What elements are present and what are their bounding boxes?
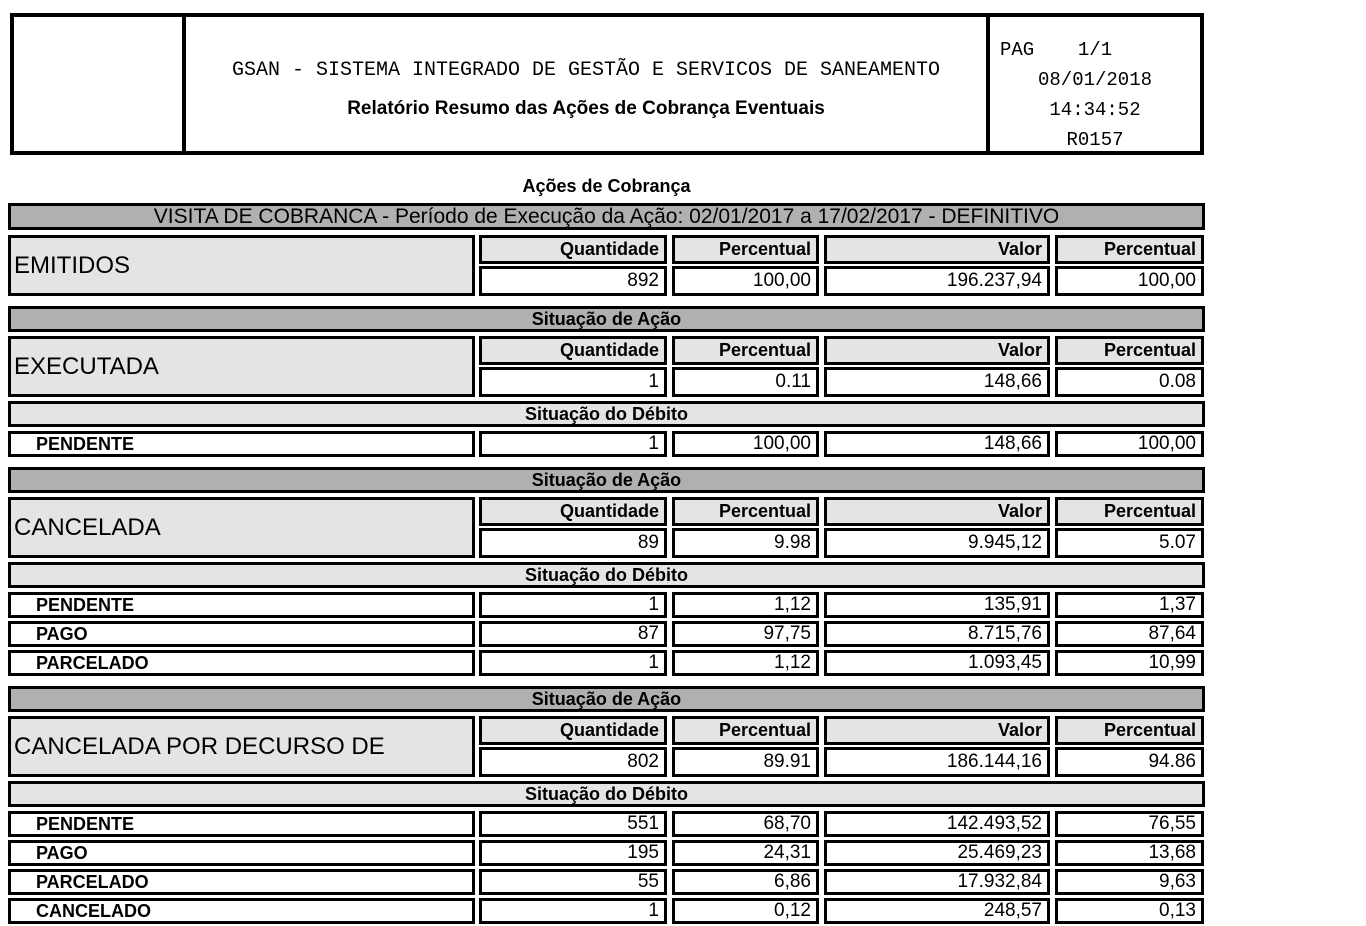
situacao-acao-bar: Situação de Ação [8, 467, 1205, 493]
cell-percentual-valor: 9,63 [1055, 869, 1204, 895]
col-header-percentual: Percentual [672, 235, 819, 264]
report-header [10, 13, 1204, 155]
debit-row-pendente [8, 431, 1205, 457]
col-percentual-valor [1055, 716, 1204, 777]
col-header-percentual: Percentual [672, 336, 819, 365]
section-label: EMITIDOS [8, 235, 475, 296]
debit-label: PENDENTE [8, 592, 475, 618]
logo-box [14, 17, 186, 151]
section-cancelada [8, 497, 1205, 558]
debit-row-parcelado [8, 650, 1205, 676]
debit-label: PAGO [8, 621, 475, 647]
col-header-valor: Valor [824, 235, 1050, 264]
cell-valor: 17.932,84 [824, 869, 1050, 895]
col-valor [824, 235, 1050, 296]
cell-percentual-valor: 87,64 [1055, 621, 1204, 647]
col-valor [824, 336, 1050, 397]
cell-valor: 135,91 [824, 592, 1050, 618]
col-header-percentual-valor: Percentual [1055, 716, 1204, 745]
section-label: EXECUTADA [8, 336, 475, 397]
pag-label: PAG [1000, 39, 1035, 61]
situacao-debito-bar: Situação do Débito [8, 562, 1205, 588]
debit-label: PENDENTE [8, 431, 475, 457]
cell-percentual: 1,12 [672, 592, 819, 618]
col-percentual [672, 336, 819, 397]
report-body [8, 170, 1205, 924]
cell-percentual: 1,12 [672, 650, 819, 676]
cell-quantidade: 802 [479, 747, 667, 777]
situacao-debito-bar: Situação do Débito [8, 401, 1205, 427]
cell-percentual: 24,31 [672, 840, 819, 866]
col-header-quantidade: Quantidade [479, 336, 667, 365]
page-number: 1/1 [1077, 39, 1113, 61]
debit-label: PARCELADO [8, 650, 475, 676]
cell-quantidade: 1 [479, 367, 667, 397]
cell-percentual-valor: 0.08 [1055, 367, 1204, 397]
col-valor [824, 497, 1050, 558]
col-header-percentual: Percentual [672, 716, 819, 745]
page-line [990, 35, 1200, 65]
cell-quantidade: 87 [479, 621, 667, 647]
col-header-quantidade: Quantidade [479, 497, 667, 526]
col-quantidade [479, 716, 667, 777]
actions-title: Ações de Cobrança [522, 176, 691, 196]
col-percentual-valor [1055, 497, 1204, 558]
report-code: R0157 [1066, 129, 1124, 151]
cell-percentual: 68,70 [672, 811, 819, 837]
col-percentual-valor [1055, 336, 1204, 397]
cell-percentual-valor: 13,68 [1055, 840, 1204, 866]
cell-quantidade: 1 [479, 592, 667, 618]
col-valor [824, 716, 1050, 777]
cell-valor: 148,66 [824, 367, 1050, 397]
col-quantidade [479, 235, 667, 296]
section-cancelada-decurso [8, 716, 1205, 777]
report-time: 14:34:52 [1049, 99, 1141, 121]
col-header-quantidade: Quantidade [479, 235, 667, 264]
col-percentual [672, 235, 819, 296]
cell-quantidade: 1 [479, 431, 667, 457]
col-quantidade [479, 497, 667, 558]
header-info-box [990, 17, 1200, 151]
cell-quantidade: 1 [479, 898, 667, 924]
cell-valor: 248,57 [824, 898, 1050, 924]
debit-row-parcelado [8, 869, 1205, 895]
period-bar: VISITA DE COBRANCA - Período de Execução da Ação: 02/01/2017 a 17/02/2017 - DEFINITIVO [8, 203, 1205, 230]
col-header-valor: Valor [824, 336, 1050, 365]
col-percentual [672, 716, 819, 777]
cell-valor: 25.469,23 [824, 840, 1050, 866]
cell-quantidade: 892 [479, 266, 667, 296]
cell-percentual: 97,75 [672, 621, 819, 647]
header-title-block [186, 17, 990, 151]
section-executada [8, 336, 1205, 397]
debit-label: PENDENTE [8, 811, 475, 837]
col-header-valor: Valor [824, 497, 1050, 526]
cell-quantidade: 551 [479, 811, 667, 837]
cell-percentual: 6,86 [672, 869, 819, 895]
col-header-quantidade: Quantidade [479, 716, 667, 745]
debit-label: CANCELADO [8, 898, 475, 924]
cell-quantidade: 1 [479, 650, 667, 676]
debit-label: PAGO [8, 840, 475, 866]
cell-percentual-valor: 5.07 [1055, 528, 1204, 558]
cell-percentual: 100,00 [672, 431, 819, 457]
debit-row-pago [8, 840, 1205, 866]
cell-percentual-valor: 76,55 [1055, 811, 1204, 837]
cell-percentual: 89.91 [672, 747, 819, 777]
cell-percentual: 9.98 [672, 528, 819, 558]
cell-percentual-valor: 0,13 [1055, 898, 1204, 924]
cell-quantidade: 195 [479, 840, 667, 866]
situacao-acao-bar: Situação de Ação [8, 306, 1205, 332]
report-title: Relatório Resumo das Ações de Cobrança Eventuais [347, 97, 825, 119]
cell-valor: 9.945,12 [824, 528, 1050, 558]
col-header-valor: Valor [824, 716, 1050, 745]
situacao-debito-bar: Situação do Débito [8, 781, 1205, 807]
cell-valor: 8.715,76 [824, 621, 1050, 647]
cell-percentual: 0,12 [672, 898, 819, 924]
cell-percentual-valor: 1,37 [1055, 592, 1204, 618]
debit-row-pago [8, 621, 1205, 647]
section-emitidos [8, 235, 1205, 296]
cell-valor: 142.493,52 [824, 811, 1050, 837]
system-title: GSAN - SISTEMA INTEGRADO DE GESTÃO E SERVICOS DE SANEAMENTO [231, 58, 941, 82]
cell-percentual-valor: 100,00 [1055, 431, 1204, 457]
col-percentual-valor [1055, 235, 1204, 296]
cell-percentual-valor: 10,99 [1055, 650, 1204, 676]
debit-row-cancelado [8, 898, 1205, 924]
cell-percentual-valor: 94.86 [1055, 747, 1204, 777]
col-header-percentual-valor: Percentual [1055, 235, 1204, 264]
col-header-percentual-valor: Percentual [1055, 336, 1204, 365]
cell-percentual-valor: 100,00 [1055, 266, 1204, 296]
debit-row-pendente [8, 811, 1205, 837]
report-date: 08/01/2018 [1037, 69, 1153, 91]
cell-quantidade: 55 [479, 869, 667, 895]
cell-valor: 1.093,45 [824, 650, 1050, 676]
section-label: CANCELADA [8, 497, 475, 558]
cell-percentual: 100,00 [672, 266, 819, 296]
debit-row-pendente [8, 592, 1205, 618]
col-header-percentual: Percentual [672, 497, 819, 526]
cell-valor: 186.144,16 [824, 747, 1050, 777]
cell-percentual: 0.11 [672, 367, 819, 397]
col-header-percentual-valor: Percentual [1055, 497, 1204, 526]
col-quantidade [479, 336, 667, 397]
col-percentual [672, 497, 819, 558]
cell-valor: 148,66 [824, 431, 1050, 457]
cell-valor: 196.237,94 [824, 266, 1050, 296]
cell-quantidade: 89 [479, 528, 667, 558]
section-label: CANCELADA POR DECURSO DE [8, 716, 475, 777]
situacao-acao-bar: Situação de Ação [8, 686, 1205, 712]
debit-label: PARCELADO [8, 869, 475, 895]
